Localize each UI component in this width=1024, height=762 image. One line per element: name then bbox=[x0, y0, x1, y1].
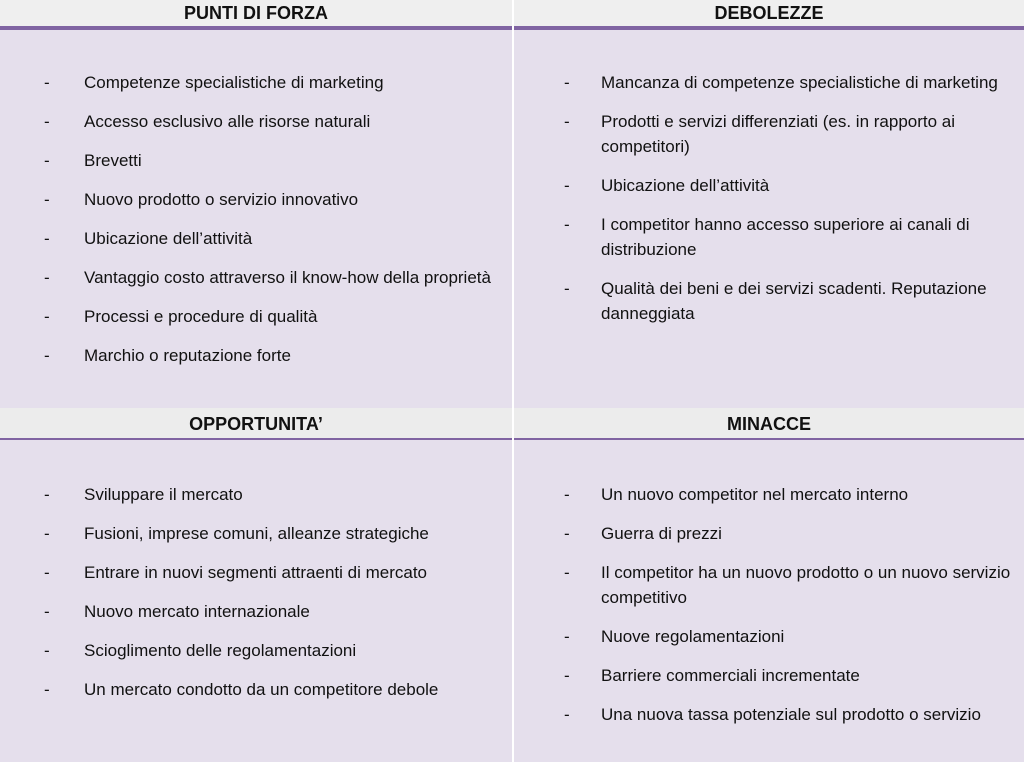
bullet-dash: - bbox=[564, 666, 570, 685]
list-item bbox=[514, 624, 1024, 649]
list-item bbox=[0, 560, 512, 585]
list-item-text: Fusioni, imprese comuni, alleanze strategiche bbox=[84, 524, 429, 543]
bullet-dash: - bbox=[564, 627, 570, 646]
list-item bbox=[0, 265, 512, 290]
list-item bbox=[514, 276, 1024, 326]
bullet-dash: - bbox=[44, 641, 50, 660]
bullet-dash: - bbox=[44, 680, 50, 699]
strengths-quadrant bbox=[0, 0, 512, 408]
list-item bbox=[0, 638, 512, 663]
list-item-text: Barriere commerciali incrementate bbox=[601, 666, 860, 685]
list-item-text: Scioglimento delle regolamentazioni bbox=[84, 641, 357, 660]
list-item bbox=[514, 109, 1024, 159]
bullet-dash: - bbox=[564, 524, 570, 543]
list-item bbox=[514, 702, 1024, 727]
list-item-text: Una nuova tassa potenziale sul prodotto o servizio bbox=[601, 705, 981, 724]
list-item-text: Processi e procedure di qualità bbox=[84, 307, 318, 326]
list-item bbox=[514, 212, 1024, 262]
list-item-text: Ubicazione dell’attività bbox=[601, 176, 770, 195]
bullet-dash: - bbox=[44, 307, 50, 326]
bullet-dash: - bbox=[44, 268, 50, 287]
threats-body bbox=[514, 440, 1024, 762]
list-item-text: Guerra di prezzi bbox=[601, 524, 722, 543]
list-item-text: Un mercato condotto da un competitore debole bbox=[84, 680, 439, 699]
list-item-text: Nuovo mercato internazionale bbox=[84, 602, 310, 621]
bullet-dash: - bbox=[44, 602, 50, 621]
bullet-dash: - bbox=[44, 229, 50, 248]
list-item bbox=[0, 187, 512, 212]
list-item-text: Un nuovo competitor nel mercato interno bbox=[601, 485, 909, 504]
weaknesses-quadrant bbox=[514, 0, 1024, 408]
threats-list bbox=[514, 482, 1024, 741]
list-item bbox=[0, 304, 512, 329]
opportunities-quadrant bbox=[0, 408, 512, 762]
bullet-dash: - bbox=[44, 485, 50, 504]
list-item-text: Ubicazione dell’attività bbox=[84, 229, 253, 248]
list-item-text: Sviluppare il mercato bbox=[84, 485, 243, 504]
list-item-text: I competitor hanno accesso superiore ai canali di distribuzione bbox=[601, 215, 970, 259]
list-item bbox=[514, 70, 1024, 95]
bullet-dash: - bbox=[564, 73, 570, 92]
opportunities-header: OPPORTUNITA’ bbox=[0, 408, 512, 440]
list-item bbox=[0, 521, 512, 546]
bullet-dash: - bbox=[564, 176, 570, 195]
list-item-text: Marchio o reputazione forte bbox=[84, 346, 291, 365]
list-item-text: Nuovo prodotto o servizio innovativo bbox=[84, 190, 359, 209]
list-item bbox=[0, 148, 512, 173]
bullet-dash: - bbox=[44, 151, 50, 170]
bullet-dash: - bbox=[44, 524, 50, 543]
threats-quadrant bbox=[514, 408, 1024, 762]
list-item bbox=[514, 560, 1024, 610]
list-item bbox=[0, 70, 512, 95]
weaknesses-list bbox=[514, 70, 1024, 340]
list-item-text: Qualità dei beni e dei servizi scadenti. Reputazione danneggiata bbox=[601, 279, 987, 323]
strengths-header: PUNTI DI FORZA bbox=[0, 0, 512, 30]
list-item bbox=[0, 599, 512, 624]
strengths-body bbox=[0, 30, 512, 408]
threats-header: MINACCE bbox=[514, 408, 1024, 440]
bullet-dash: - bbox=[564, 705, 570, 724]
list-item-text: Prodotti e servizi differenziati (es. in rapporto ai competitori) bbox=[601, 112, 956, 156]
list-item bbox=[0, 109, 512, 134]
strengths-list bbox=[0, 70, 512, 382]
bullet-dash: - bbox=[44, 190, 50, 209]
bullet-dash: - bbox=[564, 563, 570, 582]
list-item bbox=[514, 521, 1024, 546]
list-item-text: Brevetti bbox=[84, 151, 142, 170]
list-item bbox=[0, 677, 512, 702]
vertical-divider bbox=[512, 0, 514, 762]
list-item-text: Il competitor ha un nuovo prodotto o un nuovo servizio competitivo bbox=[601, 563, 1011, 607]
bullet-dash: - bbox=[44, 73, 50, 92]
bullet-dash: - bbox=[44, 346, 50, 365]
list-item bbox=[0, 226, 512, 251]
list-item-text: Nuove regolamentazioni bbox=[601, 627, 785, 646]
list-item bbox=[0, 343, 512, 368]
bullet-dash: - bbox=[44, 112, 50, 131]
bullet-dash: - bbox=[564, 279, 570, 298]
bullet-dash: - bbox=[564, 112, 570, 131]
bullet-dash: - bbox=[564, 485, 570, 504]
weaknesses-body bbox=[514, 30, 1024, 408]
opportunities-list bbox=[0, 482, 512, 716]
list-item bbox=[0, 482, 512, 507]
list-item bbox=[514, 663, 1024, 688]
bullet-dash: - bbox=[564, 215, 570, 234]
list-item bbox=[514, 173, 1024, 198]
list-item-text: Accesso esclusivo alle risorse naturali bbox=[84, 112, 371, 131]
list-item bbox=[514, 482, 1024, 507]
bullet-dash: - bbox=[44, 563, 50, 582]
list-item-text: Mancanza di competenze specialistiche di marketing bbox=[601, 73, 998, 92]
weaknesses-header: DEBOLEZZE bbox=[514, 0, 1024, 30]
list-item-text: Entrare in nuovi segmenti attraenti di mercato bbox=[84, 563, 428, 582]
list-item-text: Competenze specialistiche di marketing bbox=[84, 73, 384, 92]
opportunities-body bbox=[0, 440, 512, 762]
list-item-text: Vantaggio costo attraverso il know-how della proprietà bbox=[84, 268, 491, 287]
